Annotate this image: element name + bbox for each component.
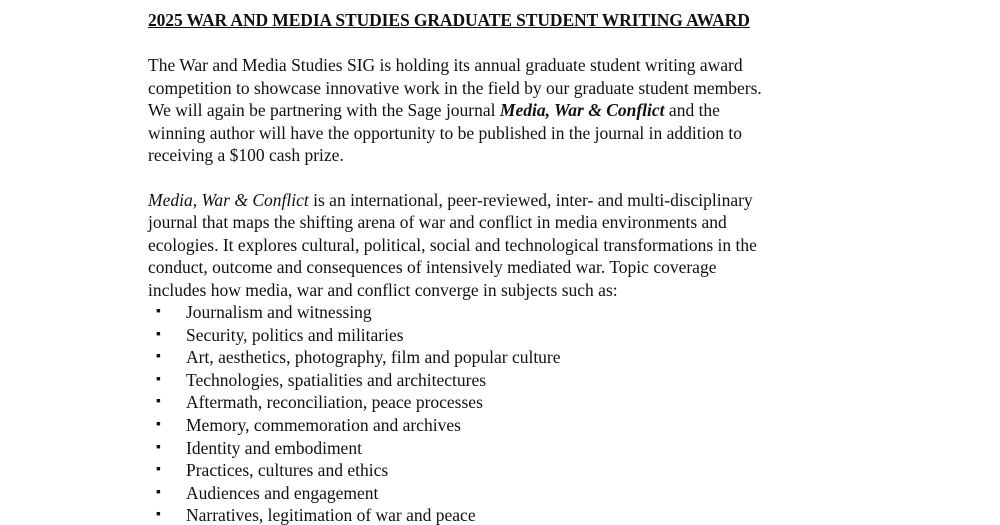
journal-name-bold: Media, War & Conflict bbox=[499, 100, 665, 121]
list-item bbox=[148, 482, 868, 505]
bullet-icon: ▪ bbox=[156, 416, 161, 432]
journal-line-1 bbox=[148, 189, 838, 211]
topic-text: Identity and embodiment bbox=[186, 437, 362, 458]
journal-description-paragraph bbox=[148, 189, 838, 301]
list-item bbox=[148, 369, 868, 392]
topic-text: Journalism and witnessing bbox=[186, 301, 372, 322]
journal-line-1-rest: is an international, peer-reviewed, inter- and multi-disciplinary bbox=[308, 189, 753, 210]
bullet-icon: ▪ bbox=[156, 439, 161, 455]
journal-line-4: conduct, outcome and consequences of intensively mediated war. Topic coverage bbox=[148, 257, 717, 278]
journal-line-2: journal that maps the shifting arena of war and conflict in media environments and bbox=[148, 212, 727, 233]
list-item bbox=[148, 324, 868, 347]
topic-text: Practices, cultures and ethics bbox=[186, 460, 389, 481]
bullet-icon: ▪ bbox=[156, 507, 161, 523]
document-page bbox=[148, 9, 868, 525]
topic-text: Narratives, legitimation of war and peace bbox=[186, 505, 476, 525]
topic-text: Art, aesthetics, photography, film and popular culture bbox=[186, 347, 561, 368]
bullet-icon: ▪ bbox=[156, 462, 161, 478]
intro-line-3 bbox=[148, 99, 848, 121]
intro-line-3-end: and the bbox=[664, 100, 720, 121]
intro-line-2: competition to showcase innovative work in the field by our graduate student members. bbox=[148, 77, 762, 98]
topic-text: Memory, commemoration and archives bbox=[186, 414, 461, 435]
topic-text: Aftermath, reconciliation, peace processes bbox=[186, 392, 483, 413]
bullet-icon: ▪ bbox=[156, 484, 161, 500]
journal-line-5: includes how media, war and conflict converge in subjects such as: bbox=[148, 279, 618, 300]
list-item bbox=[148, 414, 868, 437]
list-item bbox=[148, 391, 868, 414]
journal-name-italic: Media, War & Conflict bbox=[148, 189, 309, 210]
bullet-icon: ▪ bbox=[156, 371, 161, 387]
bullet-icon: ▪ bbox=[156, 394, 161, 410]
topics-list bbox=[148, 301, 868, 525]
document-title: 2025 WAR AND MEDIA STUDIES GRADUATE STUDENT WRITING AWARD bbox=[148, 10, 750, 30]
journal-line-3: ecologies. It explores cultural, political, social and technological transformations in the bbox=[148, 234, 757, 255]
intro-line-4: winning author will have the opportunity to be published in the journal in addition to bbox=[148, 122, 742, 143]
topic-text: Security, politics and militaries bbox=[186, 324, 404, 345]
list-item bbox=[148, 346, 868, 369]
bullet-icon: ▪ bbox=[156, 326, 161, 342]
topic-text: Audiences and engagement bbox=[186, 482, 379, 503]
intro-line-1: The War and Media Studies SIG is holding its annual graduate student writing award bbox=[148, 55, 743, 76]
bullet-icon: ▪ bbox=[156, 349, 161, 365]
intro-paragraph bbox=[148, 54, 848, 166]
list-item bbox=[148, 459, 868, 482]
list-item bbox=[148, 504, 868, 525]
topic-text: Technologies, spatialities and architectures bbox=[186, 369, 487, 390]
intro-line-3-start: We will again be partnering with the Sage journal bbox=[148, 100, 500, 121]
list-item bbox=[148, 437, 868, 460]
list-item bbox=[148, 301, 868, 324]
intro-line-5: receiving a $100 cash prize. bbox=[148, 145, 344, 166]
bullet-icon: ▪ bbox=[156, 303, 161, 319]
